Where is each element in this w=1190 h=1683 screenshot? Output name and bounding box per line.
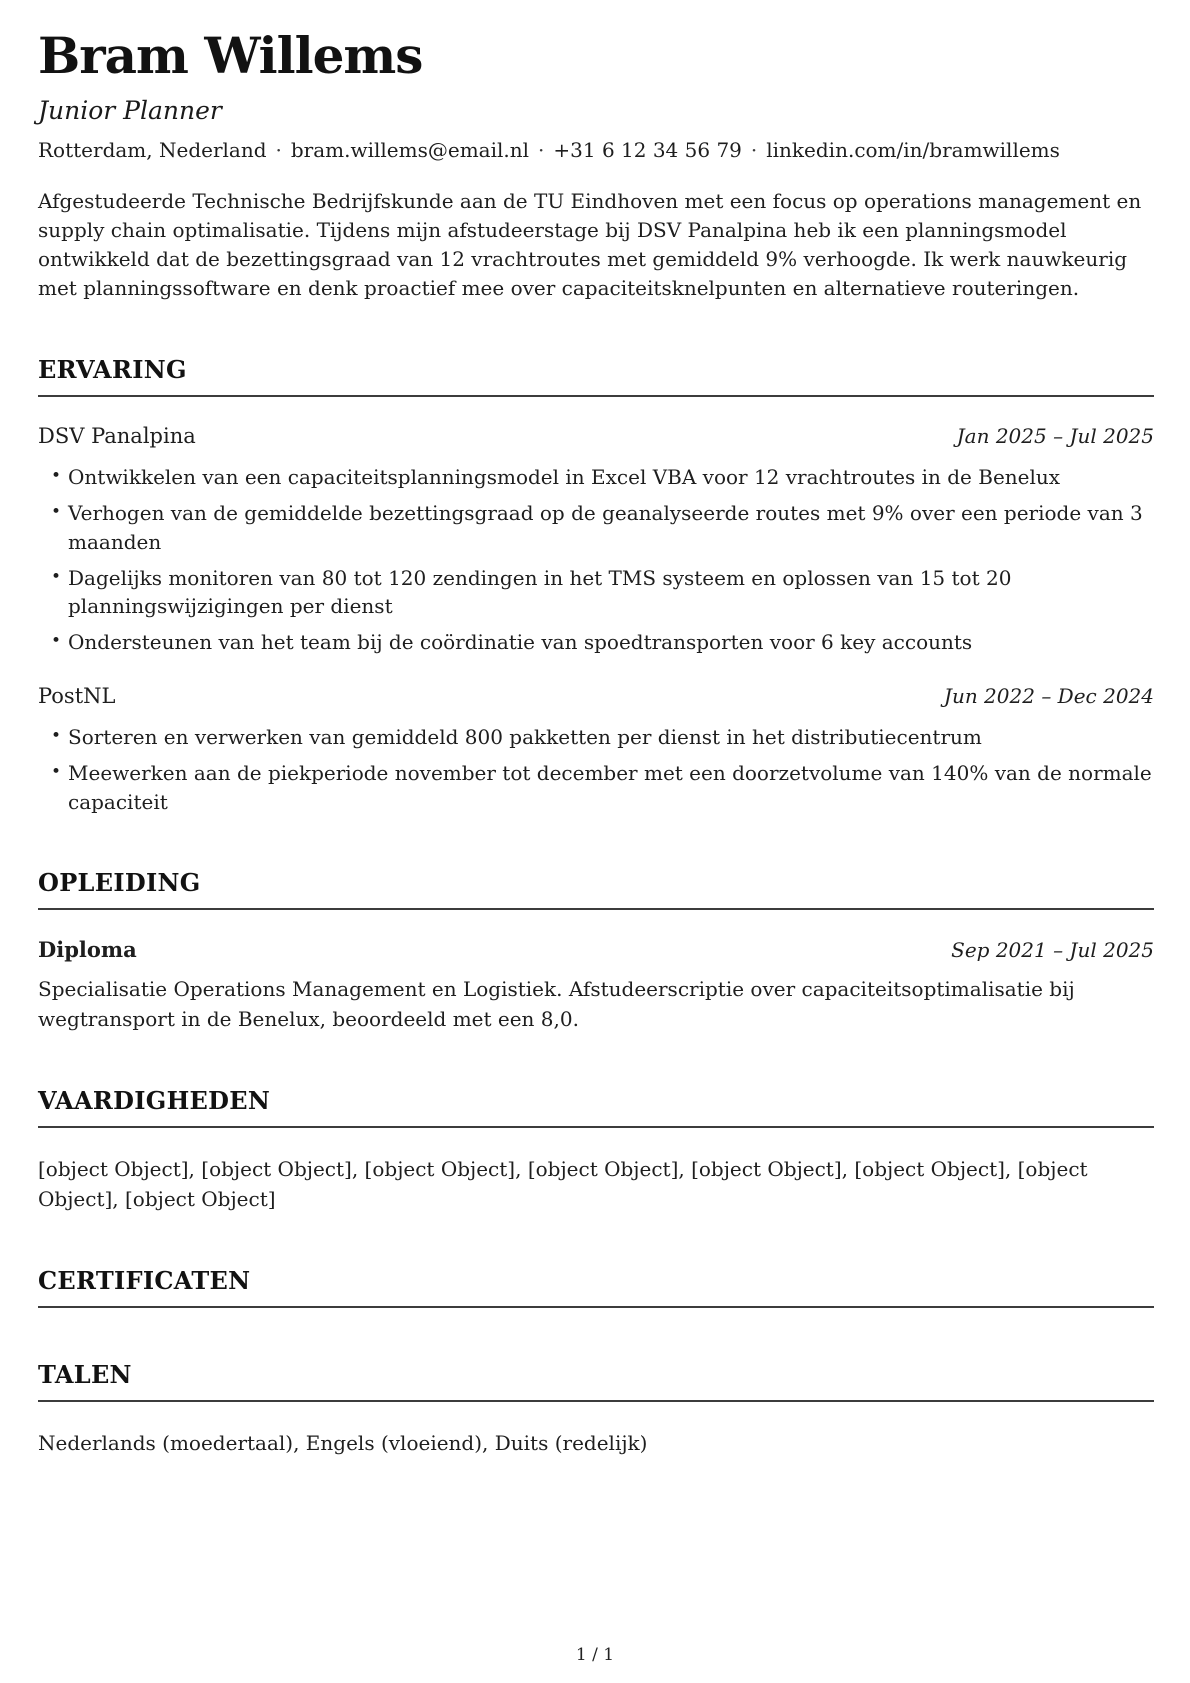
bullet-item: • Verhogen van de gemiddelde bezettingsgraad op de geanalyseerde routes met 9% over een periode van 3 maanden: [38, 499, 1154, 557]
bullet-item: • Dagelijks monitoren van 80 tot 120 zendingen in het TMS systeem en oplossen van 15 tot 20 planningswijzigingen per dienst: [38, 564, 1154, 622]
company-name: DSV Panalpina: [38, 424, 196, 449]
degree-name: Diploma: [38, 937, 137, 963]
education-description: Specialisatie Operations Management en Logistiek. Afstudeerscriptie over capaciteitsoptimalisatie bij wegtransport in de Benelux, beoordeeld met een 8,0.: [38, 977, 1075, 1032]
bullet-item: • Ondersteunen van het team bij de coördinatie van spoedtransporten voor 6 key accounts: [38, 628, 1154, 657]
section-certificates: [38, 1266, 1154, 1308]
page-number: 1 / 1: [575, 1645, 615, 1665]
entry-dates: Sep 2021 – Jul 2025: [951, 938, 1154, 963]
section-heading-skills: VAARDIGHEDEN: [38, 1086, 1154, 1128]
skills-text: [object Object], [object Object], [object Object], [object Object], [object Object], [object Object], [object Object], [object Object]: [38, 1157, 1088, 1212]
contact-separator: ·: [275, 137, 282, 162]
contact-location: Rotterdam, Nederland: [38, 137, 267, 162]
experience-entry-header: [38, 424, 1154, 448]
entry-dates: Jan 2025 – Jul 2025: [956, 424, 1154, 449]
contact-separator: ·: [538, 137, 545, 162]
experience-bullet-list: [38, 463, 1154, 657]
bullet-item: • Meewerken aan de piekperiode november tot december met een doorzetvolume van 140% van de normale capaciteit: [38, 759, 1154, 817]
job-title: Junior Planner: [38, 95, 222, 125]
section-skills: [38, 1086, 1154, 1214]
contact-separator: ·: [750, 137, 758, 162]
experience-entry: [38, 424, 1154, 657]
languages-text: Nederlands (moedertaal), Engels (vloeiend), Duits (redelijk): [38, 1431, 648, 1456]
section-heading-education: OPLEIDING: [38, 868, 1154, 910]
entry-dates: Jun 2022 – Dec 2024: [943, 684, 1154, 709]
experience-entry: [38, 684, 1154, 816]
person-name: Bram Willems: [38, 26, 423, 85]
summary-text: Afgestudeerde Technische Bedrijfskunde aan de TU Eindhoven met een focus op operations management en supply chain optimalisatie. Tijdens mijn afstudeerstage bij DSV Panalpina heb ik een planningsmodel ontwikkeld dat de bezettingsgraad van 12 vrachtroutes met gemiddeld 9% verhoogde. Ik werk nauwkeurig met planningssoftware en denk proactief mee over capaciteitsknelpunten en alternatieve routeringen.: [38, 188, 1142, 301]
bullet-item: • Ontwikkelen van een capaciteitsplanningsmodel in Excel VBA voor 12 vrachtroutes in de Benelux: [38, 463, 1154, 492]
bullet-item: • Sorteren en verwerken van gemiddeld 800 pakketten per dienst in het distributiecentrum: [38, 723, 1154, 752]
contact-line: [38, 138, 1154, 162]
section-heading-languages: TALEN: [38, 1360, 1154, 1402]
contact-linkedin: linkedin.com/in/bramwillems: [766, 137, 1060, 162]
contact-email: bram.willems@email.nl: [290, 137, 530, 162]
section-heading-certificates: CERTIFICATEN: [38, 1266, 1154, 1308]
education-entry-header: [38, 937, 1154, 962]
section-education: [38, 868, 1154, 1034]
experience-entry-header: [38, 684, 1154, 708]
section-languages: [38, 1360, 1154, 1458]
experience-bullet-list: [38, 723, 1154, 816]
resume-header: [38, 26, 1154, 303]
contact-phone: +31 6 12 34 56 79: [553, 137, 742, 162]
section-heading-experience: ERVARING: [38, 355, 1154, 397]
company-name: PostNL: [38, 684, 116, 709]
section-experience: [38, 355, 1154, 816]
